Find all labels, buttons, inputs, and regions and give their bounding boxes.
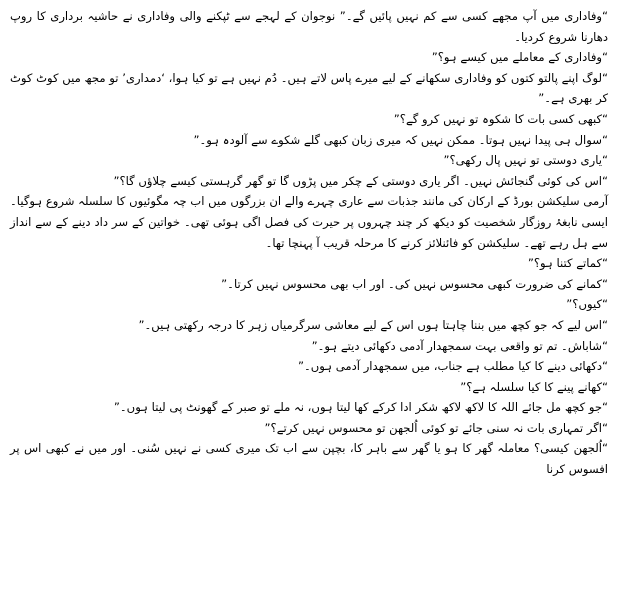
paragraph: “کبھی کسی بات کا شکوہ تو نہیں کرو گے؟” xyxy=(393,111,608,126)
paragraph: “کمانے کی ضرورت کبھی محسوس نہیں کی۔ اور اب بھی محسوس نہیں کرتا۔” xyxy=(221,276,608,291)
paragraph: “کیوں؟” xyxy=(566,297,608,312)
paragraph: آرمی سلیکشن بورڈ کے ارکان کی مانند جذبات سے عاری چہرے والے ان بزرگوں میں اب چہ مگوئیوں کا سلسلہ شروع ہوگیا۔ ایسی نابغۂ روزگار شخصیت کو دیکھ کر چند چہروں پر حیرت کی فصل اگی ہوئی تھی۔ خواتین کے سر داد دینے کے سے انداز سے ہل رہے تھے۔ سلیکشن کو فائنلائز کرنے کا مرحلہ قریب آ پہنچا تھا۔ xyxy=(10,194,608,250)
paragraph: “کھانے پینے کا کیا سلسلہ ہے؟” xyxy=(460,379,608,394)
paragraph: “وفاداری کے معاملے میں کیسے ہو؟” xyxy=(431,50,608,65)
paragraph: “سوال ہی پیدا نہیں ہوتا۔ ممکن نہیں کہ میری زبان کبھی گلے شکوے سے آلودہ ہو۔” xyxy=(193,132,608,147)
paragraph: “اس لیے کہ جو کچھ میں بننا چاہتا ہوں اس کے لیے معاشی سرگرمیاں زہر کا درجہ رکھتی ہیں۔” xyxy=(138,317,608,332)
paragraph: “اگر تمہاری بات نہ سنی جائے تو کوئی اُلجھن تو محسوس نہیں کرتے؟” xyxy=(264,420,608,435)
paragraph: “کماتے کتنا ہو؟” xyxy=(527,256,608,271)
paragraph: “شاباش۔ تم تو واقعی بہت سمجھدار آدمی دکھائی دیتے ہو۔” xyxy=(311,338,608,353)
paragraph: “یاری دوستی تو نہیں پال رکھی؟” xyxy=(443,153,608,168)
paragraph: “وفاداری میں آپ مجھے کسی سے کم نہیں پائیں گے۔” نوجوان کے لہجے سے ٹپکنے والی وفاداری نے حاشیہ برداری کا روپ دھارنا شروع کردیا۔ xyxy=(10,9,608,44)
paragraph: “دکھائی دینے کا کیا مطلب ہے جناب، میں سمجھدار آدمی ہوں۔” xyxy=(297,359,608,374)
paragraph: “اس کی کوئی گنجائش نہیں۔ اگر یاری دوستی کے چکر میں پڑوں گا تو گھر گرہستی کیسے چلاؤں گا؟” xyxy=(113,173,608,188)
paragraph: “لوگ اپنے پالتو کتوں کو وفاداری سکھانے کے لیے میرے پاس لاتے ہیں۔ دُم نہیں ہے تو کیا ہوا، ‘دمداری’ تو مجھ میں کوٹ کوٹ کر بھری ہے۔” xyxy=(10,70,608,106)
paragraph: “جو کچھ مل جائے اللہ کا لاکھ لاکھ شکر ادا کرکے کھا لیتا ہوں، نہ ملے تو صبر کے گھونٹ پی لیتا ہوں۔” xyxy=(113,400,608,415)
paragraph: “اُلجھن کیسی؟ معاملہ گھر کا ہو یا گھر سے باہر کا، بچپن سے اب تک میری کسی نے نہیں سُنی۔ اور میں نے کبھی اس پر افسوس کرنا xyxy=(10,441,608,477)
